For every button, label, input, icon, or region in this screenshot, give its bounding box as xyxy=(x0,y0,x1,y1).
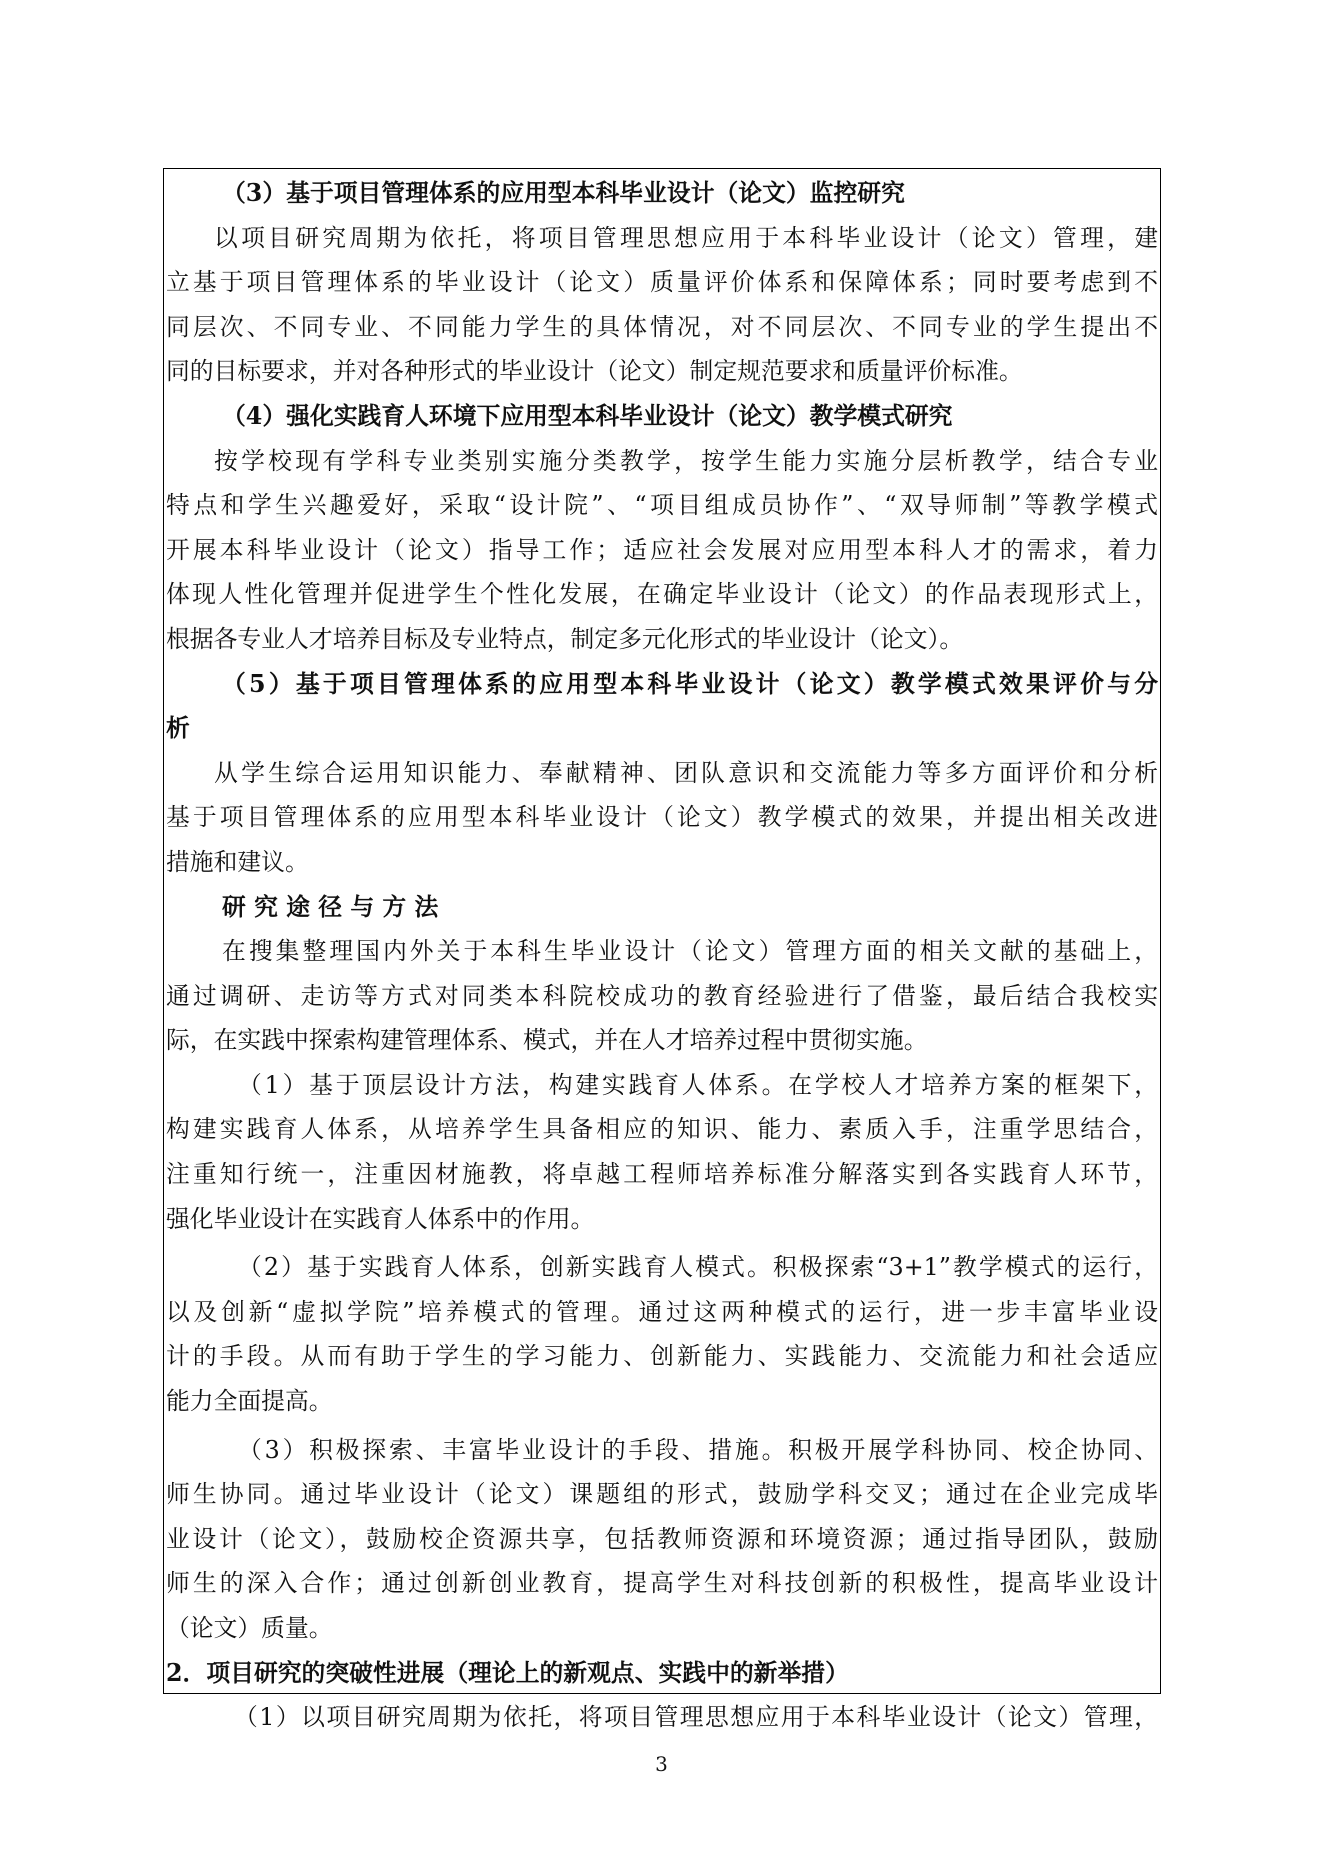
text-line: 开展本科毕业设计（论文）指导工作；适应社会发展对应用型本科人才的需求，着力 xyxy=(166,535,1158,564)
text-line: （1）基于顶层设计方法，构建实践育人体系。在学校人才培养方案的框架下， xyxy=(238,1070,1158,1099)
text-line: 从学生综合运用知识能力、奉献精神、团队意识和交流能力等多方面评价和分析 xyxy=(214,758,1158,787)
text-line: 业设计（论文），鼓励校企资源共享，包括教师资源和环境资源；通过指导团队，鼓励 xyxy=(166,1524,1158,1553)
text-line: 通过调研、走访等方式对同类本科院校成功的教育经验进行了借鉴，最后结合我校实 xyxy=(166,981,1158,1010)
text-line: 师生协同。通过毕业设计（论文）课题组的形式，鼓励学科交叉；通过在企业完成毕 xyxy=(166,1480,1158,1509)
text-line: 在搜集整理国内外关于本科生毕业设计（论文）管理方面的相关文献的基础上， xyxy=(222,937,1158,966)
text-line: 以及创新“虚拟学院”培养模式的管理。通过这两种模式的运行，进一步丰富毕业设 xyxy=(166,1297,1158,1326)
page-number: 3 xyxy=(655,1752,668,1776)
text-line: （2）基于实践育人体系，创新实践育人模式。积极探索“3+1”教学模式的运行， xyxy=(238,1253,1158,1282)
text-line: 构建实践育人体系，从培养学生具备相应的知识、能力、素质入手，注重学思结合， xyxy=(166,1115,1158,1144)
text-line: （3）积极探索、丰富毕业设计的手段、措施。积极开展学科协同、校企协同、 xyxy=(238,1435,1158,1464)
text-line: （1）以项目研究周期为依托，将项目管理思想应用于本科毕业设计（论文）管理， xyxy=(234,1703,1158,1732)
text-line: 计的手段。从而有助于学生的学习能力、创新能力、实践能力、交流能力和社会适应 xyxy=(166,1342,1158,1371)
text-line: 体现人性化管理并促进学生个性化发展，在确定毕业设计（论文）的作品表现形式上， xyxy=(166,580,1158,609)
text-line: 立基于项目管理体系的毕业设计（论文）质量评价体系和保障体系；同时要考虑到不 xyxy=(166,268,1158,297)
text-line: 研 究 途 径 与 方 法 xyxy=(222,892,439,921)
text-line: 措施和建议。 xyxy=(166,847,309,876)
text-line: 以项目研究周期为依托，将项目管理思想应用于本科毕业设计（论文）管理，建 xyxy=(214,223,1158,252)
text-line: 际，在实践中探索构建管理体系、模式，并在人才培养过程中贯彻实施。 xyxy=(166,1026,928,1055)
text-line: 能力全面提高。 xyxy=(166,1387,333,1416)
text-line: 2．项目研究的突破性进展（理论上的新观点、实践中的新举措） xyxy=(166,1658,849,1687)
text-line: （论文）质量。 xyxy=(166,1614,333,1642)
text-line: 基于项目管理体系的应用型本科毕业设计（论文）教学模式的效果，并提出相关改进 xyxy=(166,803,1158,832)
text-line: （5）基于项目管理体系的应用型本科毕业设计（论文）教学模式效果评价与分 xyxy=(222,669,1158,698)
text-line: 特点和学生兴趣爱好，采取“设计院”、“项目组成员协作”、“双导师制”等教学模式 xyxy=(166,491,1158,520)
text-line: 按学校现有学科专业类别实施分类教学，按学生能力实施分层析教学，结合专业 xyxy=(214,446,1158,475)
text-line: 根据各专业人才培养目标及专业特点，制定多元化形式的毕业设计（论文）。 xyxy=(166,624,964,653)
text-line: 注重知行统一，注重因材施教，将卓越工程师培养标准分解落实到各实践育人环节， xyxy=(166,1160,1158,1189)
body-text xyxy=(166,171,1158,1740)
text-line: （4）强化实践育人环境下应用型本科毕业设计（论文）教学模式研究 xyxy=(222,401,953,430)
text-line: （3）基于项目管理体系的应用型本科毕业设计（论文）监控研究 xyxy=(222,179,905,207)
text-line: 同的目标要求，并对各种形式的毕业设计（论文）制定规范要求和质量评价标准。 xyxy=(166,357,1023,386)
text-line: 师生的深入合作；通过创新创业教育，提高学生对科技创新的积极性，提高毕业设计 xyxy=(166,1569,1158,1598)
text-line: 同层次、不同专业、不同能力学生的具体情况，对不同层次、不同专业的学生提出不 xyxy=(166,312,1158,341)
text-line: 强化毕业设计在实践育人体系中的作用。 xyxy=(166,1204,595,1233)
text-line: 析 xyxy=(166,714,190,743)
content-table-cell xyxy=(163,168,1161,1732)
